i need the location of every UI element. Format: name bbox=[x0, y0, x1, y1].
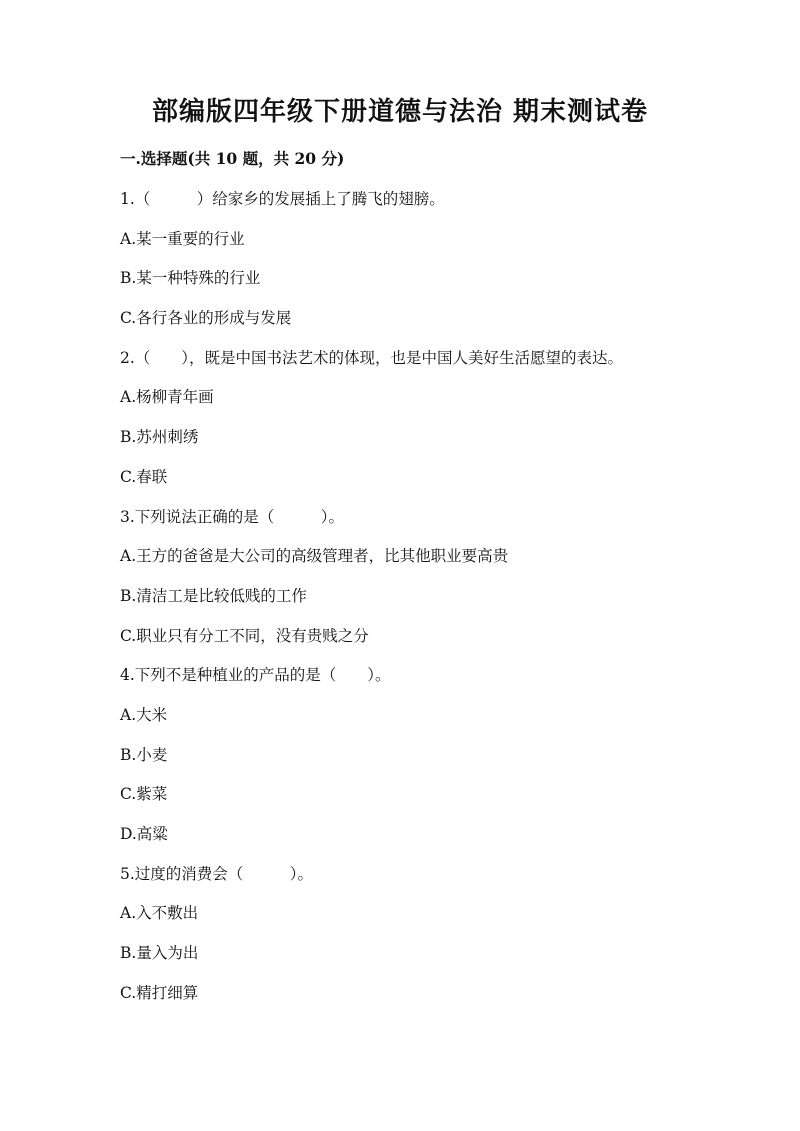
page-title: 部编版四年级下册道德与法治 期末测试卷 bbox=[151, 97, 649, 127]
question-2-option-c: C.春联 bbox=[120, 467, 168, 486]
question-3-option-a: A.王方的爸爸是大公司的高级管理者，比其他职业要高贵 bbox=[120, 547, 509, 566]
question-2-stem: 2.（ ），既是中国书法艺术的体现，也是中国人美好生活愿望的表达。 bbox=[120, 348, 624, 367]
question-4-option-d: D.高粱 bbox=[120, 825, 168, 843]
question-4-option-a: A.大米 bbox=[120, 705, 168, 724]
question-4-option-b: B.小麦 bbox=[120, 745, 168, 764]
section-heading: 一.选择题(共 10 题，共 20 分) bbox=[120, 149, 345, 168]
question-1-option-c: C.各行各业的形成与发展 bbox=[120, 309, 292, 328]
question-2-option-b: B.苏州刺绣 bbox=[120, 428, 199, 447]
question-1-option-a: A.某一重要的行业 bbox=[120, 229, 245, 248]
question-3-option-b: B.清洁工是比较低贱的工作 bbox=[120, 586, 307, 605]
question-4-option-c: C.紫菜 bbox=[120, 785, 168, 804]
question-5-stem: 5.过度的消费会（ ）。 bbox=[120, 864, 314, 883]
question-1-option-b: B.某一种特殊的行业 bbox=[120, 269, 261, 288]
question-4-stem: 4.下列不是种植业的产品的是（ ）。 bbox=[120, 666, 391, 685]
question-list bbox=[120, 187, 720, 1020]
question-2-option-a: A.杨柳青年画 bbox=[120, 388, 214, 407]
question-5-option-a: A.入不敷出 bbox=[120, 904, 199, 923]
question-3-option-c: C.职业只有分工不同，没有贵贱之分 bbox=[120, 626, 369, 645]
question-1-stem: 1.（ ）给家乡的发展插上了腾飞的翅膀。 bbox=[120, 190, 445, 208]
question-5-option-b: B.量入为出 bbox=[120, 944, 199, 963]
question-3-stem: 3.下列说法正确的是（ ）。 bbox=[120, 507, 345, 526]
question-5-option-c: C.精打细算 bbox=[120, 983, 199, 1002]
